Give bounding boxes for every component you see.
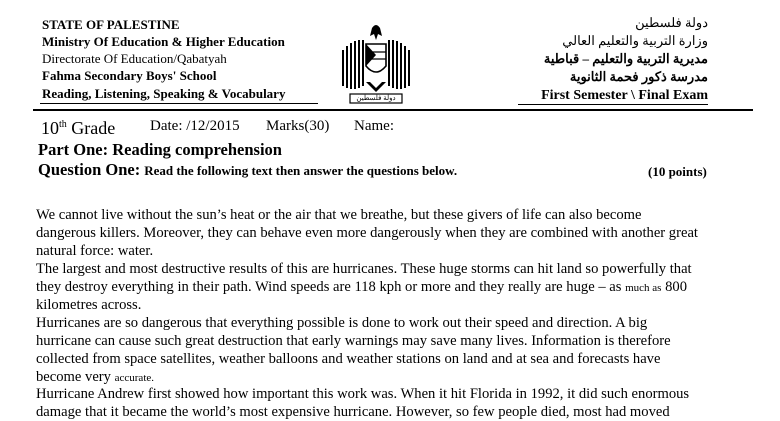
header-ministry: Ministry Of Education & Higher Education (42, 34, 285, 49)
passage-line: Hurricanes are so dangerous that everything possible is done to work out their speed and direction. A big (36, 315, 648, 331)
grade-label (41, 115, 115, 138)
header-right-underline (518, 104, 708, 105)
header-subject: Reading, Listening, Speaking & Vocabulary (42, 86, 286, 101)
part-title: Part One: Reading comprehension (38, 140, 282, 159)
palestine-emblem-logo (336, 22, 416, 108)
header-left-underline (40, 103, 318, 104)
grade-word: Grade (71, 118, 116, 138)
question-instruction: Read the following text then answer the questions below. (144, 163, 458, 178)
grade-suffix: th (59, 119, 67, 130)
passage-line: dangerous killers. Moreover, they can behave even more dangerously when they are combined with another great (36, 225, 698, 241)
exam-date: Date: /12/2015 (150, 118, 240, 134)
header-ministry-ar: وزارة التربية والتعليم العالي (562, 33, 708, 48)
question-label: Question One: (38, 160, 141, 179)
passage-line: hurricane can cause such great destruction that early warnings may save many lives. Information is therefore (36, 333, 671, 349)
passage-text: 800 (665, 279, 687, 295)
passage-line: natural force: water. (36, 243, 154, 259)
grade-number: 10 (41, 118, 59, 138)
exam-marks: Marks(30) (266, 118, 330, 134)
passage-line: collected from space satellites, weather balloons and weather stations on land and at sea and forecasts have (36, 351, 661, 367)
header-directorate: Directorate Of Education/Qabatyah (42, 51, 227, 66)
passage-line: damage that it became the world’s most expensive hurricane. However, so few people died, most had moved (36, 404, 670, 420)
passage-line: Hurricane Andrew first showed how important this work was. When it hit Florida in 1992, it did such enormous (36, 386, 690, 402)
header-directorate-ar: مديرية التربية والتعليم – قباطية (543, 51, 708, 66)
header-state: STATE OF PALESTINE (42, 17, 180, 32)
header-exam: First Semester \ Final Exam (541, 88, 708, 103)
logo-caption: دولة فلسطين (356, 94, 396, 102)
question-heading (38, 160, 457, 180)
passage-text: become very (36, 369, 111, 385)
passage-text-small: accurate. (114, 372, 155, 384)
question-points: (10 points) (648, 164, 707, 179)
header-school-ar: مدرسة ذكور فحمة الثانوية (569, 69, 708, 84)
passage-text: they destroy everything in their path. Wind speeds are 118 kph or more and they really are huge – as (36, 279, 622, 295)
passage-line: We cannot live without the sun’s heat or the air that we breathe, but these givers of life can also become (36, 207, 642, 223)
passage-line: kilometres across. (36, 297, 142, 313)
passage-text-small: much as (625, 282, 662, 294)
passage-line: The largest and most destructive results of this are hurricanes. These huge storms can hit land so powerfully that (36, 261, 692, 277)
header-state-ar: دولة فلسطين (635, 15, 708, 30)
header-divider (33, 109, 753, 111)
student-name-label: Name: (354, 118, 394, 134)
passage-line (36, 278, 756, 297)
header-school: Fahma Secondary Boys' School (42, 68, 217, 83)
